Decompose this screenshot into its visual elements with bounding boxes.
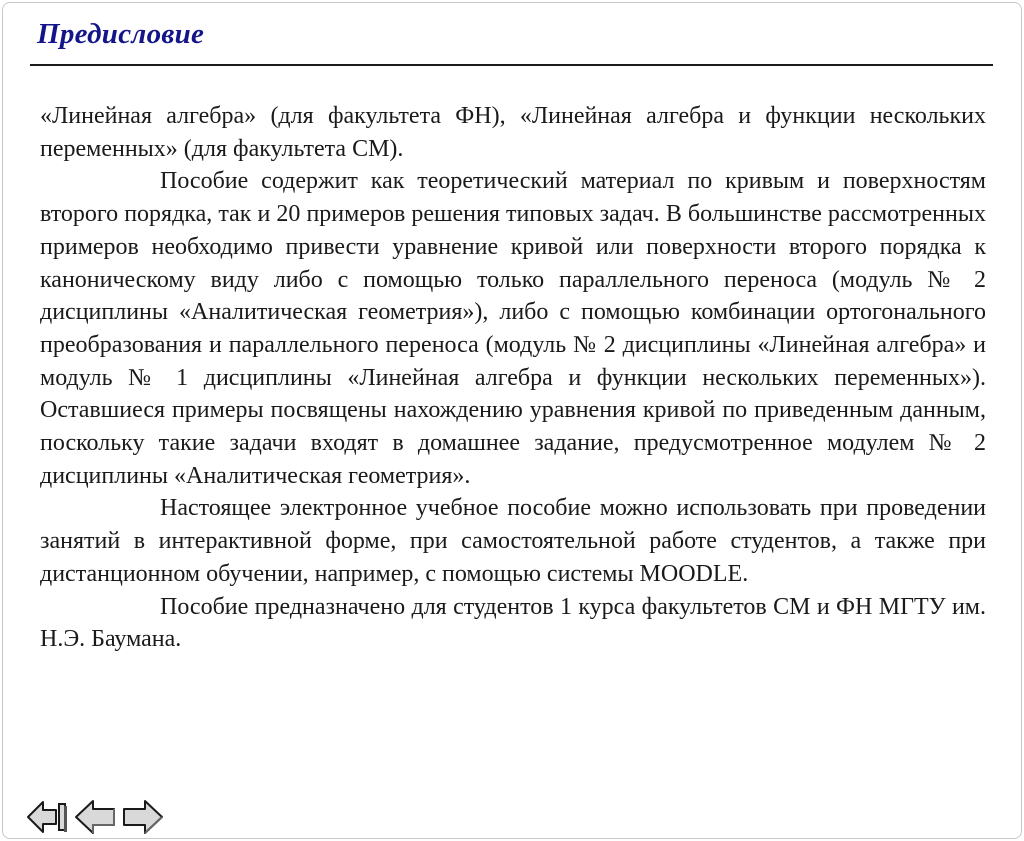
paragraph-1: «Линейная алгебра» (для факультета ФН), «Линейная алгебра и функции нескольких переменных» (для факультета СМ). xyxy=(40,103,986,162)
arrow-right-icon xyxy=(124,801,162,833)
next-slide-button[interactable] xyxy=(124,801,162,833)
arrow-left-icon xyxy=(76,801,114,833)
first-slide-button[interactable] xyxy=(28,802,67,832)
navigation-buttons xyxy=(26,797,176,839)
paragraph-3: Настоящее электронное учебное пособие можно использовать при проведении занятий в интерактивной форме, при самостоятельной работе студентов, а также при дистанционном обучении, например, с помощью системы MOODLE. xyxy=(40,495,986,587)
arrow-left-bar-icon xyxy=(28,802,67,832)
title-divider xyxy=(30,64,993,66)
paragraph-4: Пособие предназначено для студентов 1 курса факультетов СМ и ФН МГТУ им. Н.Э. Баумана. xyxy=(40,593,986,653)
body-text xyxy=(40,100,986,656)
navigation-bar xyxy=(26,797,176,839)
page-title: Предисловие xyxy=(37,18,205,50)
previous-slide-button[interactable] xyxy=(76,801,114,833)
paragraph-2: Пособие содержит как теоретический материал по кривым и поверхностям второго порядка, так и 20 примеров решения типовых задач. В большинстве рассмотренных примеров необходимо привести уравнение кривой или поверхности второго порядка к каноническому виду либо с помощью только параллельного переноса (модуль № 2 дисциплины «Аналитическая геометрия»), либо с помощью комбинации ортогонального преобразования и параллельного переноса (модуль № 2 дисциплины «Линейная алгебра» и модуль № 1 дисциплины «Линейная алгебра и функции нескольких переменных»). Оставшиеся примеры посвящены нахождению уравнения кривой по приведенным данным, поскольку такие задачи входят в домашнее задание, предусмотренное модулем № 2 дисциплины «Аналитическая геометрия». xyxy=(40,168,986,489)
